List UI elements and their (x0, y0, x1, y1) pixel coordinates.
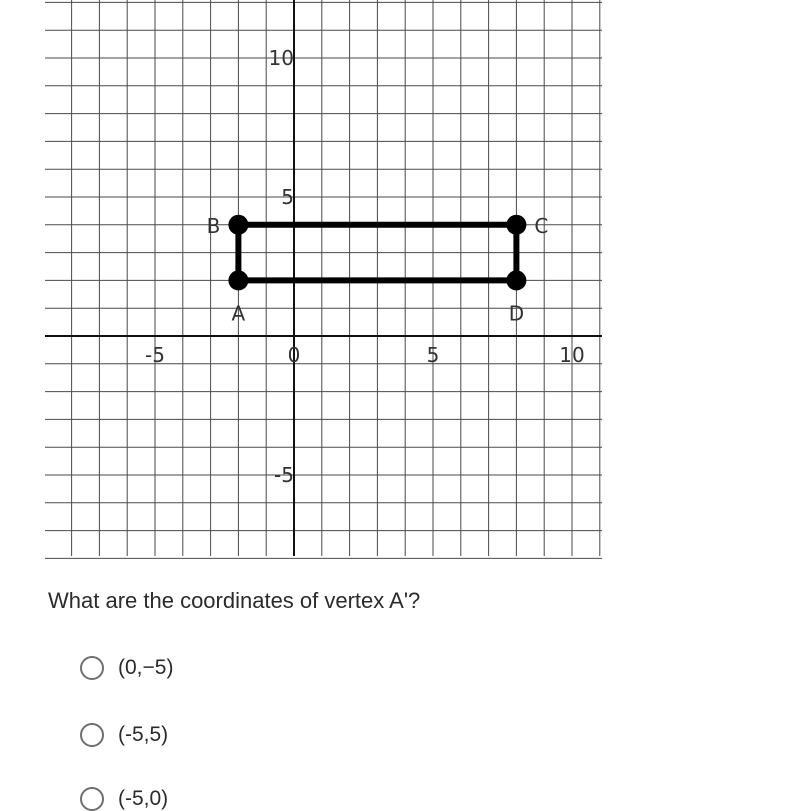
radio-button-icon[interactable] (80, 656, 104, 680)
y-tick-label: -5 (274, 463, 294, 487)
x-tick-label: 5 (426, 343, 440, 367)
vertex-label-c: C (534, 213, 549, 238)
vertex-point-b (228, 215, 248, 235)
x-tick-label: -5 (145, 343, 165, 367)
answer-option-3[interactable] (80, 787, 168, 811)
radio-button-icon[interactable] (80, 787, 104, 811)
vertex-label-d: D (508, 301, 525, 326)
option-label: (0,−5) (118, 656, 174, 679)
y-tick-label: 5 (281, 185, 294, 209)
option-label: (-5,5) (118, 723, 169, 746)
vertex-point-a (228, 270, 248, 290)
y-tick-label: 10 (268, 46, 294, 70)
x-tick-label: 0 (287, 343, 301, 367)
vertex-label-a: A (231, 301, 246, 326)
x-tick-label: 10 (559, 343, 585, 367)
option-label: (-5,0) (118, 787, 169, 810)
question-text: What are the coordinates of vertex A'? (48, 588, 421, 613)
vertex-point-c (506, 215, 526, 235)
answer-option-1[interactable] (80, 656, 173, 680)
radio-button-icon[interactable] (80, 723, 104, 747)
vertex-label-b: B (206, 213, 221, 238)
answer-option-2[interactable] (80, 723, 168, 747)
vertex-point-d (506, 270, 526, 290)
